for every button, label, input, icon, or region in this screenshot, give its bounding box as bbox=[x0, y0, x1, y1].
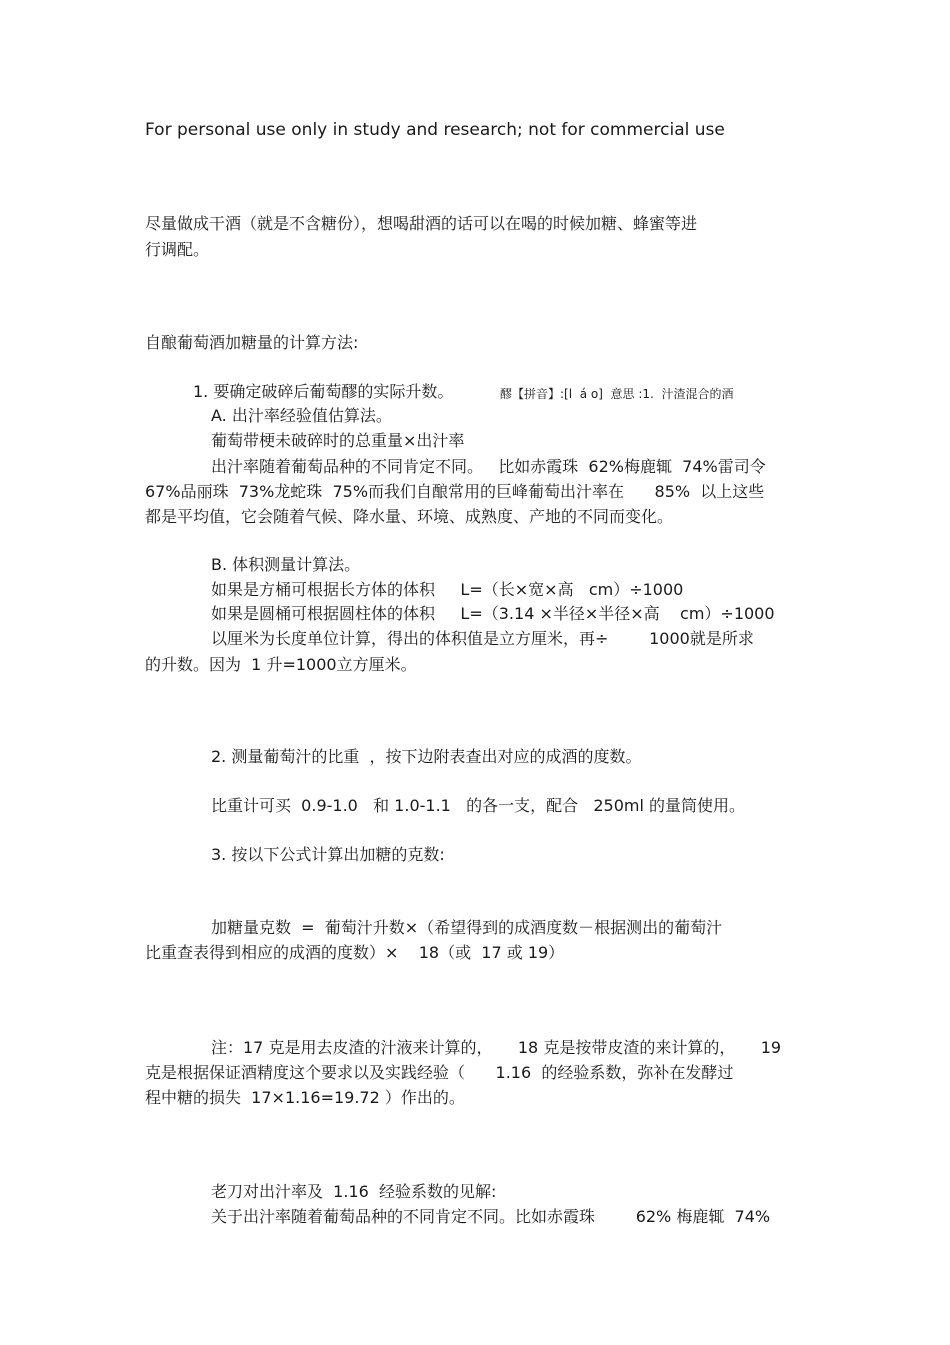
note-line-2: 克是根据保证酒精度这个要求以及实践经验（ 1.16 的经验系数，弥补在发酵过 bbox=[145, 1063, 734, 1082]
step1-a-formula: 葡萄带梗未破碎时的总重量×出汁率 bbox=[211, 431, 465, 450]
step1-b-line-3: 以厘米为长度单位计算，得出的体积值是立方厘米，再÷ 1000就是所求 bbox=[211, 629, 754, 648]
intro-line-1: 尽量做成干酒（就是不含糖份），想喝甜酒的话可以在喝的时候加糖、蜂蜜等进 bbox=[145, 214, 698, 233]
note-line-1: 注：17 克是用去皮渣的汁液来计算的， 18 克是按带皮渣的来计算的， 19 bbox=[211, 1038, 782, 1057]
step1-a-para-line-3: 都是平均值，它会随着气候、降水量、环境、成熟度、产地的不同而变化。 bbox=[145, 507, 674, 526]
step1-b-line-4: 的升数。因为 1 升=1000立方厘米。 bbox=[145, 655, 417, 674]
step1-a-title: A. 出汁率经验值估算法。 bbox=[211, 406, 392, 425]
step1-b-line-1: 如果是方桶可根据长方体的体积 L=（长×宽×高 cm）÷1000 bbox=[211, 580, 684, 599]
step1-title: 1. 要确定破碎后葡萄醪的实际升数。 bbox=[193, 382, 454, 401]
step3-formula-line-1: 加糖量克数 = 葡萄汁升数×（希望得到的成酒度数－根据测出的葡萄汁 bbox=[211, 918, 723, 937]
step1-a-para-line-2: 67%品丽珠 73%龙蛇珠 75%而我们自酿常用的巨峰葡萄出汁率在 85% 以上这些 bbox=[145, 482, 765, 501]
disclaimer: For personal use only in study and research; not for commercial use bbox=[145, 120, 725, 140]
step1-note: 醪【拼音】:[l á o] 意思 :1. 汁渣混合的酒 bbox=[500, 387, 734, 401]
step1-a-para-line-1: 出汁率随着葡萄品种的不同肯定不同。 比如赤霞珠 62%梅鹿辄 74%雷司令 bbox=[211, 457, 766, 476]
intro-line-2: 行调配。 bbox=[145, 240, 210, 259]
step1-b-line-2: 如果是圆桶可根据圆柱体的体积 L=（3.14 ×半径×半径×高 cm）÷1000 bbox=[211, 604, 775, 623]
note-line-3: 程中糖的损失 17×1.16=19.72 ）作出的。 bbox=[145, 1088, 465, 1107]
step1-b-title: B. 体积测量计算法。 bbox=[211, 555, 361, 574]
laodao-title: 老刀对出汁率及 1.16 经验系数的见解: bbox=[211, 1182, 497, 1201]
step3-title: 3. 按以下公式计算出加糖的克数: bbox=[211, 845, 445, 864]
step2-title: 2. 测量葡萄汁的比重 ，按下边附表查出对应的成酒的度数。 bbox=[211, 747, 642, 766]
step2-hint: 比重计可买 0.9-1.0 和 1.0-1.1 的各一支，配合 250ml 的量筒使用。 bbox=[211, 796, 746, 815]
section-heading: 自酿葡萄酒加糖量的计算方法: bbox=[145, 333, 359, 352]
laodao-line-1: 关于出汁率随着葡萄品种的不同肯定不同。比如赤霞珠 62% 梅鹿辄 74% bbox=[211, 1207, 771, 1226]
step3-formula-line-2: 比重查表得到相应的成酒的度数）× 18（或 17 或 19） bbox=[145, 943, 565, 962]
